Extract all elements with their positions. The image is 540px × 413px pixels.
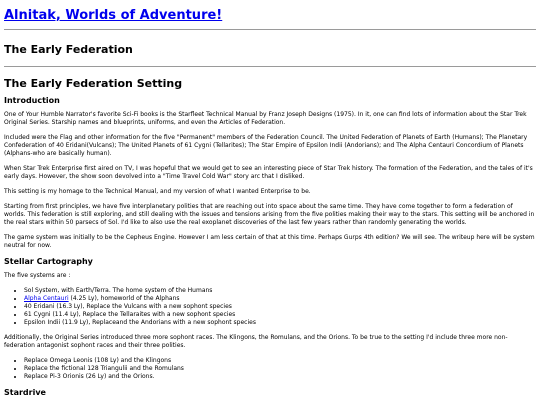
antagonists-list	[4, 357, 536, 381]
intro-paragraph-1: One of Your Humble Narrator's favorite Sci-Fi books is the Starfleet Technical Manual by Franz Joseph Designs (1975). In it, one can find lots of information about the Star Trek Original Series. Starship names and blueprints, uniforms, and even the Articles of Federation.	[4, 111, 527, 126]
intro-paragraph-6: The game system was initially to be the Cepheus Engine. However I am less certain of that at this time. Perhaps Gurps 4th edition? We will see. The writeup here will be system neutral for now.	[4, 234, 535, 249]
stardrive-heading: Stardrive	[4, 388, 46, 397]
system-epsilon-indii: • Epsilon Indii (11.9 Ly), Replaceand the Andorians with a new sophont species	[24, 319, 536, 327]
title-divider	[4, 66, 536, 67]
antagonist-item: • Replace Pi-3 Orionis (26 Ly) and the Orions.	[24, 373, 536, 381]
system-alpha-centauri	[24, 295, 536, 303]
system-sol: • Sol System, with Earth/Terra. The home system of the Humans	[24, 287, 536, 295]
system-61-cygni: • 61 Cygni (11.4 Ly), Replace the Tellaraites with a new sophont species	[24, 311, 536, 319]
intro-paragraph-4: This setting is my homage to the Technical Manual, and my version of what I wanted Enterprise to be.	[4, 188, 311, 195]
intro-paragraph-5: Starting from first principles, we have five interplanetary polities that are reaching out into space about the same time. They have come together to form a federation of worlds. This federation is still exploring, and still dealing with the issues and tensions arising from the five polities making their way to the stars. This setting will be anchored in the real stars within 50 parsecs of Sol. I'd like to also use the real exoplanet discoveries of the last few years rather than randomly generating the worlds.	[4, 203, 535, 226]
site-title-link[interactable]: Alnitak, Worlds of Adventure!	[4, 8, 223, 23]
intro-paragraph-3: When Star Trek Enterprise first aired on TV, I was hopeful that we would get to see an interesting piece of Star Trek history. The formation of the Federation, and the tales of it's early days. However, the show soon devolved into a "Time Travel Cold War" story arc that I disliked.	[4, 165, 533, 180]
cartography-lead: The five systems are :	[4, 272, 71, 279]
page-title: The Early Federation	[4, 43, 133, 56]
site-title	[4, 8, 536, 24]
intro-paragraph-2: Included were the Flag and other information for the five "Permanent" members of the Federation Council. The United Federation of Planets of Earth (Humans); The Planetary Confederation of 40 Eridani(Vulcans); The United Planets of 61 Cygni (Tellarites); The Star Empire of Epsilon Indii (Andorians); and The Alpha Centauri Concordium of Planets (Alphans-who are basically human).	[4, 134, 528, 157]
cartography-heading: Stellar Cartography	[4, 257, 93, 266]
antagonist-item: • Replace the fictional 128 Triangulii and the Romulans	[24, 365, 536, 373]
intro-heading: Introduction	[4, 96, 60, 105]
system-40-eridani: • 40 Eridani (16.3 Ly), Replace the Vulcans with a new sophont species	[24, 303, 536, 311]
system-alpha-centauri-text: (4.25 Ly), homeworld of the Alphans	[68, 295, 180, 302]
header-divider	[4, 29, 536, 30]
systems-list	[4, 287, 536, 327]
alpha-centauri-link[interactable]: Alpha Centauri	[24, 295, 69, 302]
antagonist-item: • Replace Omega Leonis (108 Ly) and the Klingons	[24, 357, 536, 365]
article-title: The Early Federation Setting	[4, 77, 183, 90]
cartography-additional: Additionally, the Original Series introduced three more sophont races. The Klingons, the Romulans, and the Orions. To be true to the setting I'd include three more non-federation antagonist sophont races and their three polities.	[4, 334, 508, 349]
page	[0, 8, 540, 398]
